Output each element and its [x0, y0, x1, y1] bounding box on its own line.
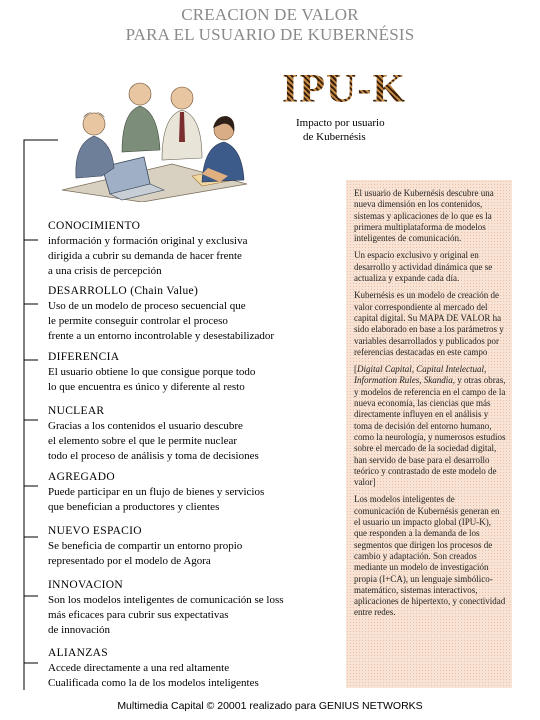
- side-panel-paragraph-5: Los modelos inteligentes de comunicación de Kubernésis generan en el usuario un impacto global (IPU-K), que responden a la demanda de los segmentos que dirigen los procesos de cambio y adaptación. Son creados mediante un modelo de investigación propia (I+CA), un lenguaje simbólico-matemático, sistemas interactivos, aplicaciones de hipertexto, y conectividad entre redes.: [354, 494, 506, 618]
- logo-subtitle-line-2: de Kubernésis: [303, 131, 366, 143]
- bracket-open: [: [354, 364, 357, 375]
- section-heading: INNOVACION: [48, 579, 123, 591]
- logo-subtitle: [296, 116, 385, 144]
- side-panel-paragraph-3: Kubernésis es un modelo de creación de valor correspondiente al mercado del capital digital. Su MAPA DE VALOR ha sido elaborado en base a los parámetros y variables desarrollados y publicados por referencias destacadas en este campo: [354, 290, 504, 357]
- section-innovacion: [48, 578, 338, 638]
- side-panel: [346, 180, 512, 688]
- section-line: le permite conseguir controlar el proceso: [48, 315, 228, 327]
- section-heading: ALIANZAS: [48, 647, 108, 659]
- section-agregado: [48, 470, 338, 515]
- section-line: Son los modelos inteligentes de comunicación se loss: [48, 594, 284, 606]
- section-line: Uso de un modelo de proceso secuencial que: [48, 300, 246, 312]
- logo-subtitle-line-1: Impacto por usuario: [296, 117, 385, 129]
- page-title-line-1: CREACION DE VALOR: [181, 5, 359, 24]
- section-line: a una crisis de percepción: [48, 265, 162, 277]
- section-line: Puede participar en un flujo de bienes y servicios: [48, 486, 265, 498]
- section-line: que benefician a productores y clientes: [48, 501, 220, 513]
- section-line: el elemento sobre el que le permite nuclear: [48, 435, 238, 447]
- reference-titles: Digital Capital, Capital Intelectual, Information Rules, Skandia,: [354, 364, 487, 386]
- side-panel-paragraph-4: [354, 364, 506, 488]
- section-conocimiento: [48, 219, 338, 279]
- team-at-computer-illustration: [52, 72, 252, 202]
- section-line: Cualificada como la de los modelos inteligentes: [48, 677, 259, 689]
- section-line: dirigida a cubrir su demanda de hacer frente: [48, 250, 242, 262]
- section-line: lo que encuentra es único y diferente al resto: [48, 381, 245, 393]
- side-panel-paragraph-1: El usuario de Kubernésis descubre una nueva dimensión en los contenidos, sistemas y aplicaciones de lo que es la primera multiplataforma de modelos inteligentes de comunicación.: [354, 188, 494, 244]
- section-desarrollo: [48, 284, 338, 344]
- section-heading: NUEVO ESPACIO: [48, 525, 142, 537]
- section-nuclear: [48, 404, 338, 464]
- section-line: Se beneficia de compartir un entorno propio: [48, 540, 243, 552]
- section-line: todo el proceso de análisis y toma de decisiones: [48, 450, 259, 462]
- section-heading: NUCLEAR: [48, 405, 105, 417]
- section-line: Accede directamente a una red altamente: [48, 662, 230, 674]
- ipu-k-logo: IPU-K: [282, 67, 406, 111]
- section-nuevo-espacio: [48, 524, 338, 569]
- section-line: información y formación original y exclusiva: [48, 235, 248, 247]
- section-heading: DESARROLLO (Chain Value): [48, 285, 199, 297]
- section-line: frente a un entorno incontrolable y desestabilizador: [48, 330, 275, 342]
- section-line: representado por el modelo de Agora: [48, 555, 211, 567]
- section-line: El usuario obtiene lo que consigue porque todo: [48, 366, 256, 378]
- section-heading: AGREGADO: [48, 471, 115, 483]
- paragraph-4-rest: y otras obras, y modelos de referencia en el campo de la nueva economía, las ciencias que más directamente influyen en el análisis y toma de decisión del entorno humano, como la neurología, y numerosos estudios sobre el mercado de la sociedad digital, han servido de base para el desarrollo teórico y contrastado de este modelo de valor]: [354, 375, 506, 488]
- section-line: más eficaces para cubrir sus expectativas: [48, 609, 229, 621]
- footer-credit: Multimedia Capital © 20001 realizado para GENIUS NETWORKS: [117, 700, 423, 712]
- page-title-line-2: PARA EL USUARIO DE KUBERNÉSIS: [125, 25, 415, 44]
- section-line: Gracias a los contenidos el usuario descubre: [48, 420, 243, 432]
- section-heading: DIFERENCIA: [48, 351, 120, 363]
- section-alianzas: [48, 646, 338, 691]
- section-line: de innovación: [48, 624, 111, 636]
- section-heading: CONOCIMIENTO: [48, 220, 141, 232]
- section-diferencia: [48, 350, 338, 395]
- side-panel-paragraph-2: Un espacio exclusivo y original en desarrollo y actividad dinámica que se actualiza y expande cada día.: [354, 250, 493, 284]
